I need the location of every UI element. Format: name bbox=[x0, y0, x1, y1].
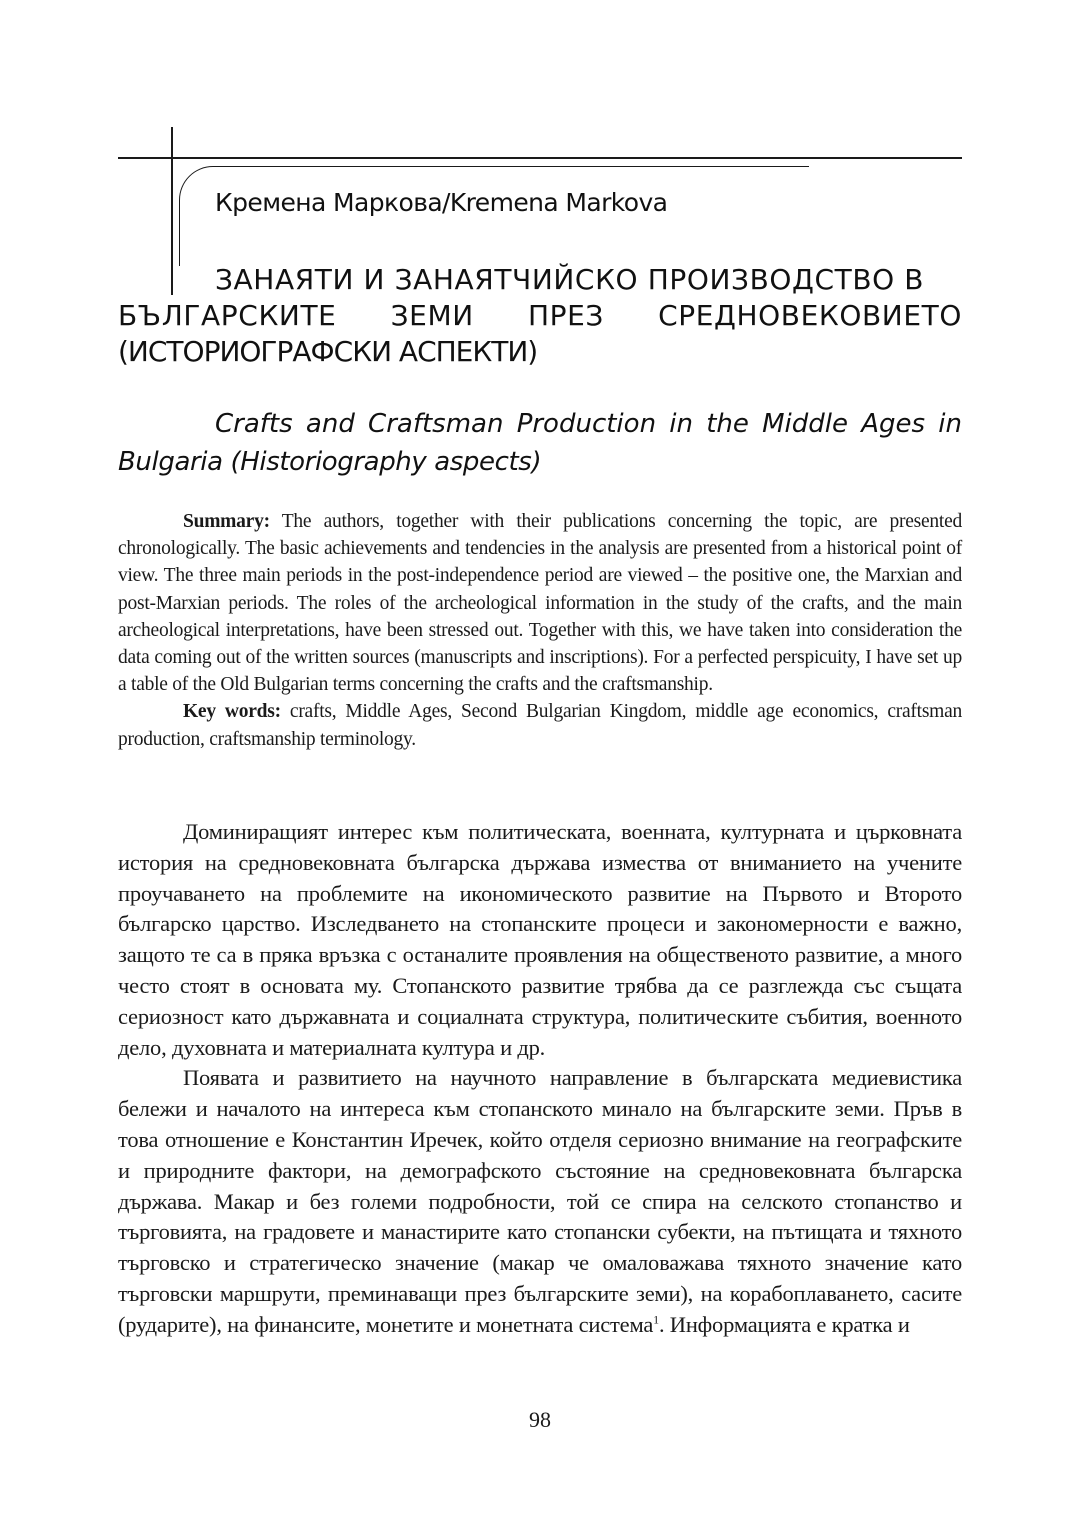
keywords-paragraph bbox=[118, 698, 962, 752]
title-bg-line-2: БЪЛГАРСКИТЕ ЗЕМИ ПРЕЗ СРЕДНОВЕКОВИЕТО bbox=[118, 299, 962, 332]
article-title-bulgarian bbox=[118, 262, 962, 370]
header-horizontal-rule bbox=[118, 157, 962, 159]
keywords-label: Key words: bbox=[183, 701, 281, 723]
summary-section bbox=[118, 508, 962, 753]
body-paragraph-2-text: Появата и развитието на научното направление в българската медиевистика бележи и началото на интереса към стопанското минало на българските земи. Пръв в това отношение е Константин Иречек, който отделя сериозно внимание на географските и природните фактори, на демографското състояние на средновековната българска държава. Макар и без големи подробности, той се спира на селското стопанство и търговията, на градовете и манастирите като стопански субекти, на пътищата и тяхното търговско и стратегическо значение (макар че омаловажава тяхното значение като търговски маршрути, преминаващи през българските земи), на корабоплаването, сасите (рударите), на финансите, монетите и монетната система bbox=[118, 1065, 962, 1337]
summary-text: The authors, together with their publications concerning the topic, are presented chronologically. The basic achievements and tendencies in the analysis are presented from a historical point of view. The three main periods in the post-independence period are viewed – the positive one, the Marxian and post-Marxian periods. The roles of the archeological information in the study of the crafts, and the main archeological interpretations, have been stressed out. Together with this, we have taken into consideration the data coming out of the written sources (manuscripts and inscriptions). For a perfected perspicuity, I have set up a table of the Old Bulgarian terms concerning the crafts and the craftsmanship. bbox=[118, 511, 962, 696]
summary-paragraph bbox=[118, 508, 962, 698]
article-title-english bbox=[118, 405, 962, 481]
summary-label: Summary: bbox=[183, 511, 270, 532]
body-paragraph-1: Доминиращият интерес към политическата, военната, културната и църковната история на средновековната българска държава измества от вниманието на учените проучаването на проблемите на икономическото развитие на Първото и Второто българско царство. Изследването на стопанските процеси и закономерности е важно, защото те са в пряка връзка с останалите проявления на общественото развитие, а много често стоят в основата му. Стопанското развитие трябва да се разглежда със същата сериозност като държавната и социалната структура, политическите събития, военното дело, духовната и материалната култура и др. bbox=[118, 819, 962, 1060]
title-en-line-1: Crafts and Craftsman Production in the Middle Ages in bbox=[215, 409, 962, 439]
keywords-text: crafts, Middle Ages, Second Bulgarian Kingdom, middle age economics, craftsman production, craftsmanship terminology. bbox=[118, 701, 962, 750]
body-text bbox=[118, 817, 962, 1341]
body-paragraph-2-end: . Информацията е кратка и bbox=[658, 1311, 910, 1337]
title-en-line-2: Bulgaria (Historiography aspects) bbox=[118, 447, 542, 477]
page-number: 98 bbox=[529, 1407, 551, 1432]
footnote-reference[interactable]: 1 bbox=[653, 1312, 659, 1327]
author-name: Кремена Маркова/Kremena Markova bbox=[215, 188, 668, 217]
body-paragraph-2 bbox=[118, 1063, 962, 1340]
title-bg-line-3: (ИСТОРИОГРАФСКИ АСПЕКТИ) bbox=[118, 335, 538, 368]
title-bg-line-1: ЗАНАЯТИ И ЗАНАЯТЧИЙСКО ПРОИЗВОДСТВО В bbox=[215, 263, 925, 296]
